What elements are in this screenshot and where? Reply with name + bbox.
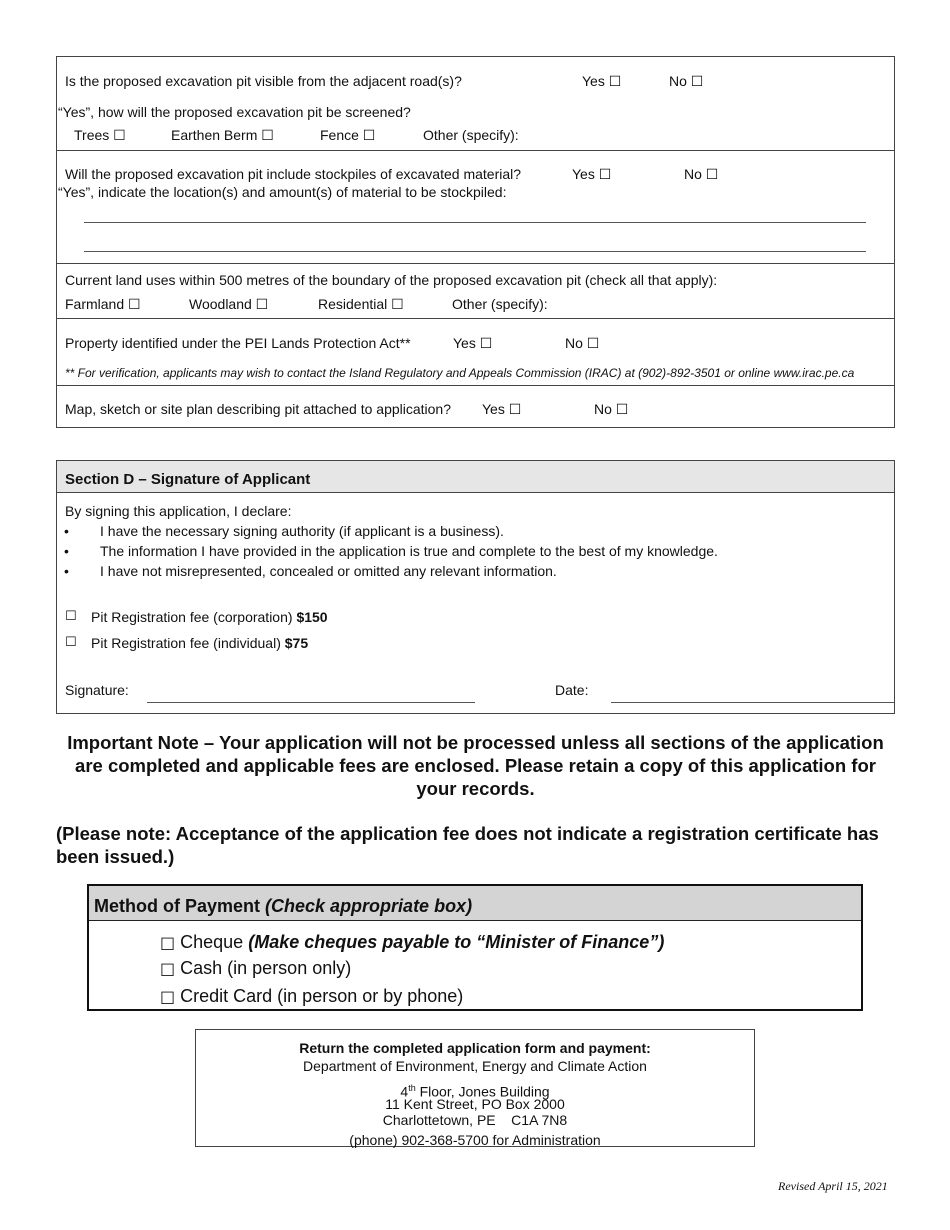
- date-line[interactable]: [611, 702, 894, 703]
- date-label: Date:: [555, 682, 589, 698]
- return-department: Department of Environment, Energy and Climate Action: [303, 1058, 647, 1074]
- important-note: Important Note – Your application will not be processed unless all sections of the application are completed and applicable fees are enclosed. Please retain a copy of this application for your records.: [67, 732, 884, 799]
- please-note: (Please note: Acceptance of the application fee does not indicate a registration certificate has been issued.): [56, 823, 879, 867]
- declaration-item: I have the necessary signing authority (if applicant is a business).: [100, 523, 504, 539]
- return-city: Charlottetown, PE C1A 7N8: [382, 1112, 568, 1128]
- payment-cash-option[interactable]: □ Cash (in person only): [160, 958, 352, 978]
- lpa-question: Property identified under the PEI Lands Protection Act**: [65, 335, 411, 351]
- return-heading: Return the completed application form and payment:: [299, 1040, 651, 1056]
- stockpile-indicate: “Yes”, indicate the location(s) and amount(s) of material to be stockpiled:: [58, 184, 507, 200]
- screen-berm-checkbox[interactable]: Earthen Berm ☐: [171, 127, 274, 143]
- payment-title: Method of Payment (Check appropriate box): [94, 896, 473, 916]
- divider: [56, 385, 895, 386]
- divider: [56, 263, 895, 264]
- bullet: •: [64, 543, 69, 559]
- fee-corp-checkbox[interactable]: ☐: [65, 609, 77, 624]
- visible-yes-checkbox[interactable]: Yes ☐: [582, 73, 622, 89]
- fee-individual-label: Pit Registration fee (individual) $75: [91, 635, 309, 651]
- signature-line[interactable]: [147, 702, 475, 703]
- landuse-other-label: Other (specify):: [452, 296, 548, 312]
- landuse-question: Current land uses within 500 metres of the boundary of the proposed excavation pit (check all that apply):: [65, 272, 718, 288]
- landuse-woodland-checkbox[interactable]: Woodland ☐: [189, 296, 269, 312]
- revised-date: Revised April 15, 2021: [778, 1179, 888, 1193]
- stockpile-no-checkbox[interactable]: No ☐: [684, 166, 719, 182]
- return-phone: (phone) 902-368-5700 for Administration: [349, 1132, 601, 1148]
- section-d-title: Section D – Signature of Applicant: [65, 471, 311, 488]
- irac-note: ** For verification, applicants may wish to contact the Island Regulatory and Appeals Commission (IRAC) at (902)-892-3501 or online www.irac.pe.ca: [65, 366, 855, 380]
- visible-no-checkbox[interactable]: No ☐: [669, 73, 704, 89]
- fee-corp-label: Pit Registration fee (corporation) $150: [91, 609, 328, 625]
- screen-other-label: Other (specify):: [423, 127, 519, 143]
- screen-question: “Yes”, how will the proposed excavation pit be screened?: [58, 104, 411, 120]
- stockpile-input-line-2[interactable]: [84, 251, 866, 252]
- map-no-checkbox[interactable]: No ☐: [594, 401, 629, 417]
- return-street: 11 Kent Street, PO Box 2000: [385, 1096, 565, 1112]
- stockpile-question: Will the proposed excavation pit include stockpiles of excavated material?: [65, 166, 522, 182]
- stockpile-yes-checkbox[interactable]: Yes ☐: [572, 166, 612, 182]
- cheque-checkbox[interactable]: □: [160, 933, 176, 952]
- lpa-no-checkbox[interactable]: No ☐: [565, 335, 600, 351]
- map-yes-checkbox[interactable]: Yes ☐: [482, 401, 522, 417]
- stockpile-input-line-1[interactable]: [84, 222, 866, 223]
- payment-header: [89, 886, 861, 921]
- declaration-item: I have not misrepresented, concealed or omitted any relevant information.: [100, 563, 557, 579]
- screen-fence-checkbox[interactable]: Fence ☐: [320, 127, 376, 143]
- fee-individual-amount: $75: [284, 635, 309, 651]
- credit-checkbox[interactable]: □: [160, 987, 176, 1006]
- divider: [56, 318, 895, 319]
- divider: [56, 150, 895, 151]
- screen-trees-checkbox[interactable]: Trees ☐: [74, 127, 126, 143]
- landuse-farmland-checkbox[interactable]: Farmland ☐: [65, 296, 141, 312]
- cash-checkbox[interactable]: □: [160, 959, 176, 978]
- landuse-residential-checkbox[interactable]: Residential ☐: [318, 296, 404, 312]
- signature-label: Signature:: [65, 682, 129, 698]
- section-d-box: [56, 460, 895, 714]
- lpa-yes-checkbox[interactable]: Yes ☐: [453, 335, 493, 351]
- declare-intro: By signing this application, I declare:: [65, 503, 292, 519]
- bullet: •: [64, 523, 69, 539]
- declaration-item: The information I have provided in the application is true and complete to the best of my knowledge.: [100, 543, 718, 559]
- return-floor: 4th Floor, Jones Building: [400, 1083, 550, 1100]
- visible-question: Is the proposed excavation pit visible from the adjacent road(s)?: [65, 73, 462, 89]
- bullet: •: [64, 563, 69, 579]
- map-question: Map, sketch or site plan describing pit attached to application?: [65, 401, 452, 417]
- fee-individual-checkbox[interactable]: ☐: [65, 635, 77, 650]
- payment-credit-option[interactable]: □ Credit Card (in person or by phone): [160, 986, 464, 1006]
- payment-cheque-option[interactable]: □ Cheque (Make cheques payable to “Minister of Finance”): [160, 932, 665, 952]
- fee-corp-amount: $150: [296, 609, 328, 625]
